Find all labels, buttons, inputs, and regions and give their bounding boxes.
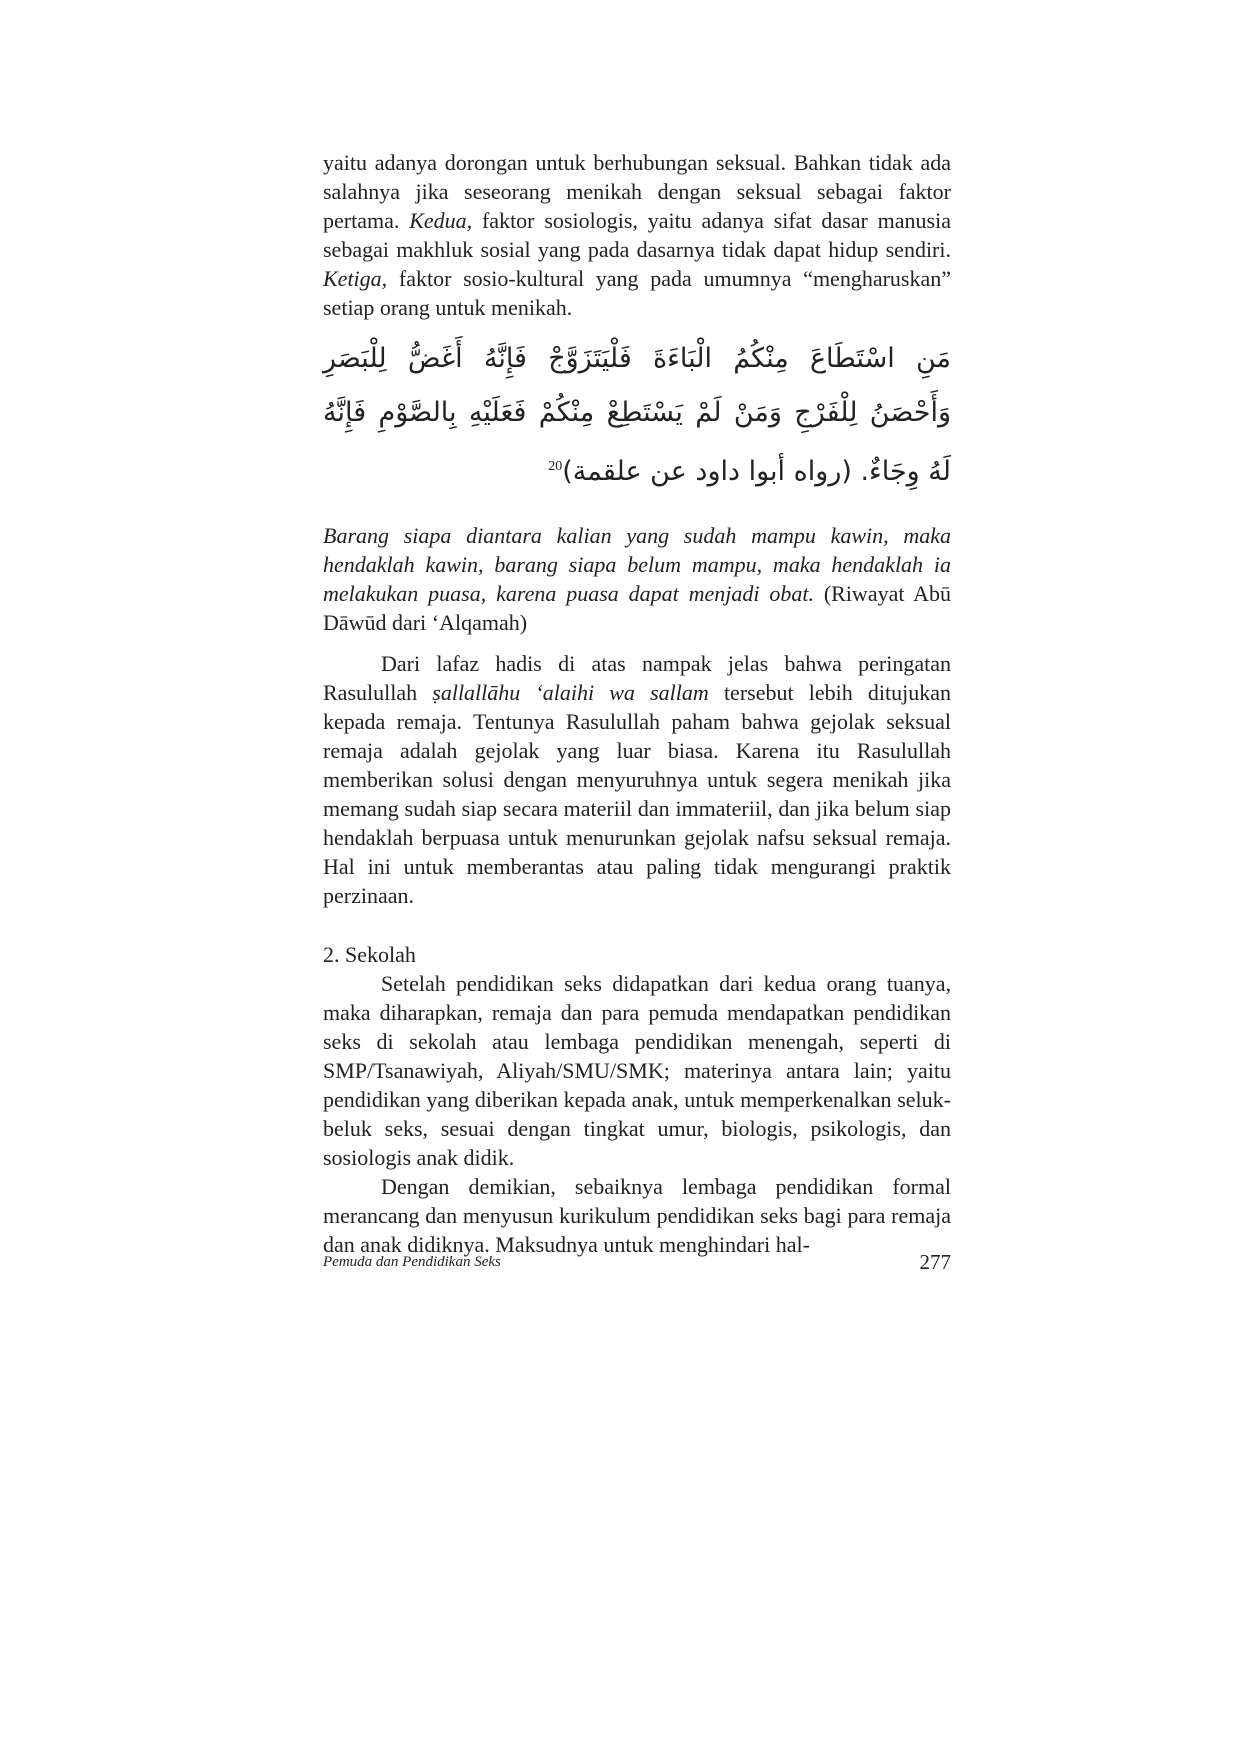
page-footer [323, 1250, 951, 1280]
section-heading: 2. Sekolah [323, 942, 416, 967]
text-segment: yaitu adanya dorongan untuk berhubungan seksual. Bahkan tidak ada salahnya jika seseorang menikah dengan seksual sebagai faktor pertama. [323, 150, 951, 233]
page-body [323, 148, 951, 1259]
footnote-marker: 20 [548, 459, 563, 474]
paragraph-explanation [323, 649, 951, 910]
paragraph-faktor [323, 148, 951, 322]
hadith-arabic [323, 332, 951, 499]
running-title: Pemuda dan Pendidikan Seks [323, 1254, 501, 1270]
text-segment: Dari lafaz hadis di atas nampak jelas bahwa peringatan Rasulullah [323, 651, 951, 705]
hadith-source: (Riwayat Abū Dāwūd dari ‘Alqamah) [323, 581, 951, 635]
hadith-translation [323, 521, 951, 637]
text-segment: faktor sosiologis, yaitu adanya sifat dasar manusia sebagai makhluk sosial yang pada dasarnya tidak dapat hidup sendiri. [323, 208, 951, 262]
translation-text: Barang siapa diantara kalian yang sudah mampu kawin, maka hendaklah kawin, barang siapa belum mampu, maka hendaklah ia melakukan puasa, karena puasa dapat menjadi obat. [323, 523, 951, 606]
text-segment: tersebut lebih ditujukan kepada remaja. Tentunya Rasulullah paham bahwa gejolak seksual remaja adalah gejolak yang luar biasa. Karena itu Rasulullah memberikan solusi dengan menyuruhnya untuk segera menikah jika memang sudah siap secara materiil dan immateriil, dan jika belum siap hendaklah berpuasa untuk menurunkan gejolak nafsu seksual remaja. Hal ini untuk memberantas atau paling tidak mengurangi praktik perzinaan. [323, 680, 951, 908]
hadith-arabic-text: مَنِ اسْتَطَاعَ مِنْكُمُ الْبَاءَةَ فَلْيَتَزَوَّجْ فَإِنَّهُ أَغَضُّ لِلْبَصَرِ وَأَحْصَنُ لِلْفَرْجِ وَمَنْ لَمْ يَسْتَطِعْ مِنْكُمْ فَعَلَيْهِ بِالصَّوْمِ فَإِنَّهُ لَهُ وِجَاءٌ. (رواه أبوا داود عن علقمة) [323, 343, 951, 487]
text-segment: faktor sosio-kultural yang pada umumnya “mengharuskan” setiap orang untuk menikah. [323, 266, 951, 320]
page-number: 277 [919, 1250, 951, 1274]
paragraph-sekolah: Setelah pendidikan seks didapatkan dari kedua orang tuanya, maka diharapkan, remaja dan para pemuda mendapatkan pendidikan seks di sekolah atau lembaga pendidikan menengah, seperti di SMP/Tsanawiyah, Aliyah/SMU/SMK; materinya antara lain; yaitu pendidikan yang diberikan kepada anak, untuk memperkenalkan seluk-beluk seks, sesuai dengan tingkat umur, biologis, psikologis, dan sosiologis anak didik. [323, 971, 951, 1170]
salawat-phrase: ṣallallāhu ‘alaihi wa sallam [432, 680, 709, 705]
emphasis-kedua: Kedua, [409, 208, 473, 233]
paragraph-kurikulum: Dengan demikian, sebaiknya lembaga pendidikan formal merancang dan menyusun kurikulum pendidikan seks bagi para remaja dan anak didiknya. Maksudnya untuk menghindari hal- [323, 1174, 951, 1257]
emphasis-ketiga: Ketiga, [323, 266, 388, 291]
